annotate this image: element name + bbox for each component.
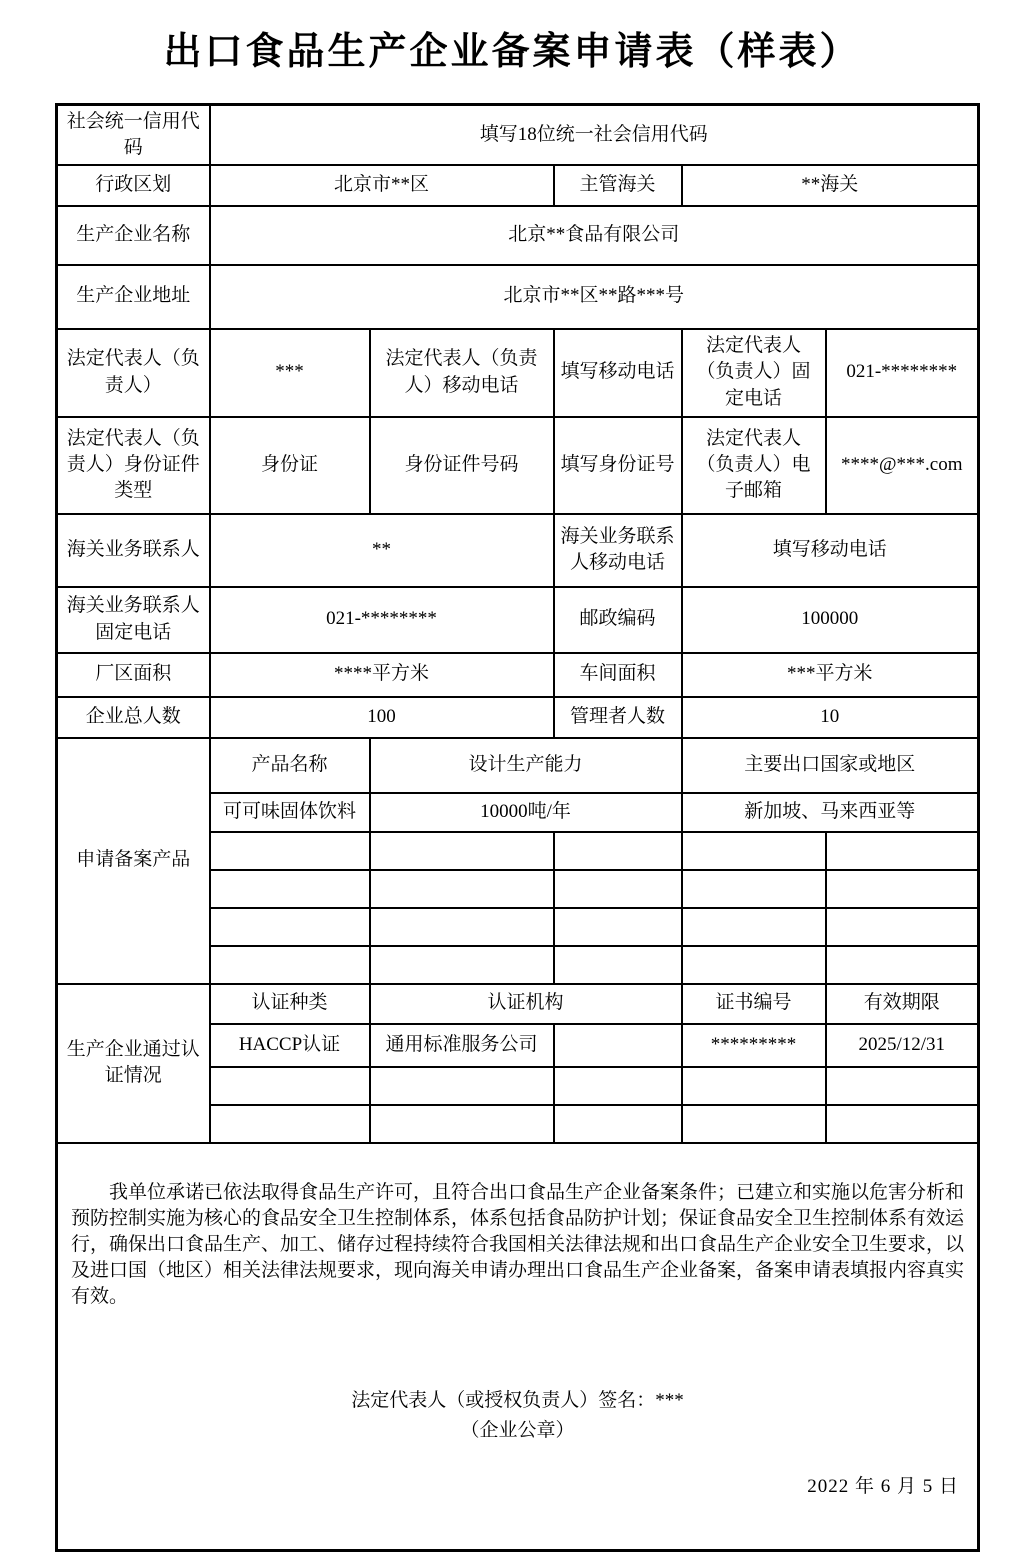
legal-rep-email-label: 法定代表人（负责人）电子邮箱	[682, 417, 826, 514]
row-products-header	[57, 738, 979, 793]
empty-cell	[554, 946, 682, 984]
empty-cell	[210, 908, 370, 946]
row-region	[57, 165, 979, 206]
legal-rep-value: ***	[210, 329, 370, 417]
product-capacity-header: 设计生产能力	[370, 738, 682, 793]
company-addr-label: 生产企业地址	[57, 265, 210, 329]
page-title: 出口食品生产企业备案申请表（样表）	[163, 31, 861, 73]
legal-rep-mobile-value: 填写移动电话	[554, 329, 682, 417]
workshop-area-label: 车间面积	[554, 653, 682, 697]
postcode-label: 邮政编码	[554, 587, 682, 653]
cert-validity-value: 2025/12/31	[826, 1024, 979, 1067]
empty-cell	[370, 832, 554, 870]
declaration-paragraph: 我单位承诺已依法取得食品生产许可，且符合出口食品生产企业备案条件；已建立和实施以危害分析和预防控制实施为核心的食品安全卫生控制体系，体系包括食品防护计划；保证食品安全卫生控制体系有效运行，确保出口食品生产、加工、储存过程持续符合我国相关法律法规和出口食品生产企业安全卫生要求，以及进口国（地区）相关法律法规要求，现向海关申请办理出口食品生产企业备案，备案申请表填报内容真实有效。	[71, 1181, 965, 1307]
legal-rep-mobile-label: 法定代表人（负责人）移动电话	[370, 329, 554, 417]
row-uscc	[57, 105, 979, 165]
empty-cell	[826, 946, 979, 984]
customs-contact-tel-label: 海关业务联系人固定电话	[57, 587, 210, 653]
customs-contact-value: **	[210, 514, 554, 587]
row-legal-rep-id	[57, 417, 979, 514]
region-value: 北京市**区	[210, 165, 554, 206]
product-markets-header: 主要出口国家或地区	[682, 738, 979, 793]
legal-rep-label: 法定代表人（负责人）	[57, 329, 210, 417]
legal-rep-id-type-label: 法定代表人（负责人）身份证件类型	[57, 417, 210, 514]
cert-section-label: 生产企业通过认证情况	[57, 984, 210, 1143]
empty-cell	[826, 908, 979, 946]
row-customs-contact	[57, 514, 979, 587]
empty-cell	[826, 1067, 979, 1105]
customs-contact-tel-value: 021-********	[210, 587, 554, 653]
date-line: 2022 年 6 月 5 日	[807, 1475, 960, 1497]
row-cert-header	[57, 984, 979, 1024]
cert-type-value: HACCP认证	[210, 1024, 370, 1067]
row-company-name	[57, 206, 979, 265]
customs-contact-mobile-label: 海关业务联系人移动电话	[554, 514, 682, 587]
product-capacity-value: 10000吨/年	[370, 793, 682, 832]
uscc-label: 社会统一信用代码	[57, 105, 210, 165]
cert-agency-value: 通用标准服务公司	[370, 1024, 554, 1067]
empty-cell	[210, 870, 370, 908]
empty-cell	[682, 946, 826, 984]
legal-rep-email-value: ****@***.com	[826, 417, 979, 514]
signature-line: 法定代表人（或授权负责人）签名：***	[351, 1389, 684, 1411]
declaration-cell	[57, 1143, 979, 1551]
managers-label: 管理者人数	[554, 697, 682, 738]
empty-cell	[682, 870, 826, 908]
empty-cell	[210, 832, 370, 870]
region-label: 行政区划	[57, 165, 210, 206]
cert-no-header: 证书编号	[682, 984, 826, 1024]
empty-cell	[210, 1067, 370, 1105]
empty-cell	[826, 832, 979, 870]
empty-cell	[554, 1067, 682, 1105]
row-staff	[57, 697, 979, 738]
workshop-area-value: ***平方米	[682, 653, 979, 697]
row-company-addr	[57, 265, 979, 329]
legal-rep-tel-value: 021-********	[826, 329, 979, 417]
empty-cell	[210, 1105, 370, 1143]
row-legal-rep	[57, 329, 979, 417]
empty-cell	[370, 1105, 554, 1143]
factory-area-value: ****平方米	[210, 653, 554, 697]
legal-rep-id-no-value: 填写身份证号	[554, 417, 682, 514]
managers-value: 10	[682, 697, 979, 738]
legal-rep-id-type-value: 身份证	[210, 417, 370, 514]
row-area	[57, 653, 979, 697]
total-staff-value: 100	[210, 697, 554, 738]
empty-cell	[370, 908, 554, 946]
customs-contact-label: 海关业务联系人	[57, 514, 210, 587]
empty-cell	[826, 1105, 979, 1143]
empty-cell	[210, 946, 370, 984]
product-name-value: 可可味固体饮料	[210, 793, 370, 832]
customs-contact-mobile-value: 填写移动电话	[682, 514, 979, 587]
empty-cell	[682, 908, 826, 946]
company-name-value: 北京**食品有限公司	[210, 206, 979, 265]
total-staff-label: 企业总人数	[57, 697, 210, 738]
empty-cell	[370, 870, 554, 908]
cert-type-header: 认证种类	[210, 984, 370, 1024]
customs-value: **海关	[682, 165, 979, 206]
empty-cell	[826, 870, 979, 908]
empty-cell	[554, 870, 682, 908]
empty-cell	[682, 1105, 826, 1143]
empty-cell	[554, 1105, 682, 1143]
empty-cell	[370, 946, 554, 984]
legal-rep-id-no-label: 身份证件号码	[370, 417, 554, 514]
empty-cell	[682, 832, 826, 870]
row-customs-contact-tel	[57, 587, 979, 653]
row-declaration	[57, 1143, 979, 1551]
empty-cell	[370, 1067, 554, 1105]
product-name-header: 产品名称	[210, 738, 370, 793]
company-name-label: 生产企业名称	[57, 206, 210, 265]
customs-label: 主管海关	[554, 165, 682, 206]
uscc-value: 填写18位统一社会信用代码	[210, 105, 979, 165]
empty-cell	[682, 1067, 826, 1105]
cert-validity-header: 有效期限	[826, 984, 979, 1024]
postcode-value: 100000	[682, 587, 979, 653]
products-section-label: 申请备案产品	[57, 738, 210, 984]
cert-agency-extra	[554, 1024, 682, 1067]
cert-no-value: *********	[682, 1024, 826, 1067]
application-form-table	[55, 103, 980, 1552]
product-markets-value: 新加坡、马来西亚等	[682, 793, 979, 832]
empty-cell	[554, 908, 682, 946]
legal-rep-tel-label: 法定代表人（负责人）固定电话	[682, 329, 826, 417]
company-addr-value: 北京市**区**路***号	[210, 265, 979, 329]
company-seal-line: （企业公章）	[460, 1419, 575, 1441]
cert-agency-header: 认证机构	[370, 984, 682, 1024]
factory-area-label: 厂区面积	[57, 653, 210, 697]
empty-cell	[554, 832, 682, 870]
